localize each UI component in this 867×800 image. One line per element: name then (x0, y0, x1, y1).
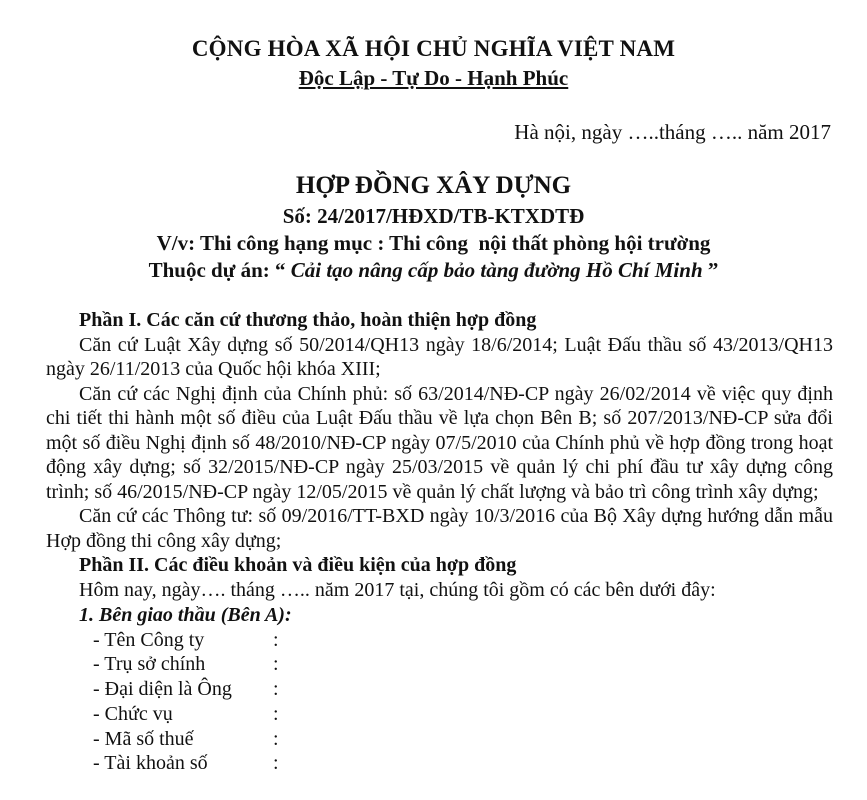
project-name: Cải tạo nâng cấp bảo tàng đường Hồ Chí Minh (290, 258, 703, 282)
party-a-fields (46, 628, 833, 777)
field-colon: : (273, 727, 279, 750)
part2-intro: Hôm nay, ngày…. tháng ….. năm 2017 tại, chúng tôi gồm có các bên dưới đây: (79, 578, 716, 601)
field-colon: : (273, 653, 279, 676)
field-head-office (46, 652, 833, 677)
field-label: - Tên Công ty (93, 628, 205, 651)
contract-project (0, 258, 867, 283)
field-tax-code (46, 727, 833, 752)
place-date-line: Hà nội, ngày …..tháng ….. năm 2017 (514, 120, 831, 144)
legal-basis-paragraph: Căn cứ Luật Xây dựng số 50/2014/QH13 ngày 18/6/2014; Luật Đấu thầu số 43/2013/QH13 ngày 26/11/2013 của Quốc hội khóa XIII; (46, 333, 833, 380)
party-a-heading: 1. Bên giao thầu (Bên A): (79, 604, 292, 626)
project-suffix: ” (702, 258, 719, 282)
field-bank-account (46, 751, 833, 776)
motto-text: Độc Lập - Tự Do - Hạnh Phúc (298, 66, 569, 90)
part2-heading: Phần II. Các điều khoản và điều kiện của hợp đồng (79, 554, 517, 576)
project-prefix: Thuộc dự án: “ (148, 258, 291, 282)
field-label: - Tài khoản số (93, 752, 208, 775)
part1-heading: Phần I. Các căn cứ thương thảo, hoàn thiện hợp đồng (79, 309, 537, 331)
field-position (46, 702, 833, 727)
national-motto (0, 66, 867, 91)
field-label: - Đại diện là Ông (93, 678, 232, 701)
legal-basis-paragraph: Căn cứ các Nghị định của Chính phủ: số 63/2014/NĐ-CP ngày 26/02/2014 về việc quy định chi tiết thi hành một số điều của Luật Đấu thầu về lựa chọn Bên B; số 207/2013/NĐ-CP sửa đổi một số điều Nghị định số 48/2010/NĐ-CP ngày 07/5/2010 của Chính phủ về hợp đồng trong hoạt động xây dựng; số 32/2015/NĐ-CP ngày 25/03/2015 về quản lý chi phí đầu tư xây dựng công trình; số 46/2015/NĐ-CP ngày 12/05/2015 về quản lý chất lượng và bảo trì công trình xây dựng; (46, 382, 833, 503)
legal-basis-paragraph: Căn cứ các Thông tư: số 09/2016/TT-BXD ngày 10/3/2016 của Bộ Xây dựng hướng dẫn mẫu Hợp đồng thi công xây dựng; (46, 505, 833, 552)
contract-number: Số: 24/2017/HĐXD/TB-KTXDTĐ (282, 204, 585, 228)
field-label: - Chức vụ (93, 702, 173, 725)
field-label: - Trụ sở chính (93, 653, 206, 676)
field-colon: : (273, 752, 279, 775)
national-title: CỘNG HÒA XÃ HỘI CHỦ NGHĨA VIỆT NAM (191, 36, 676, 61)
field-company-name (46, 628, 833, 653)
contract-subject: V/v: Thi công hạng mục : Thi công nội thất phòng hội trường (156, 231, 711, 255)
field-label: - Mã số thuế (93, 727, 194, 750)
field-representative (46, 677, 833, 702)
field-colon: : (273, 678, 279, 701)
field-colon: : (273, 628, 279, 651)
document-body (46, 308, 833, 776)
field-colon: : (273, 702, 279, 725)
contract-title: HỢP ĐỒNG XÂY DỰNG (295, 172, 572, 199)
